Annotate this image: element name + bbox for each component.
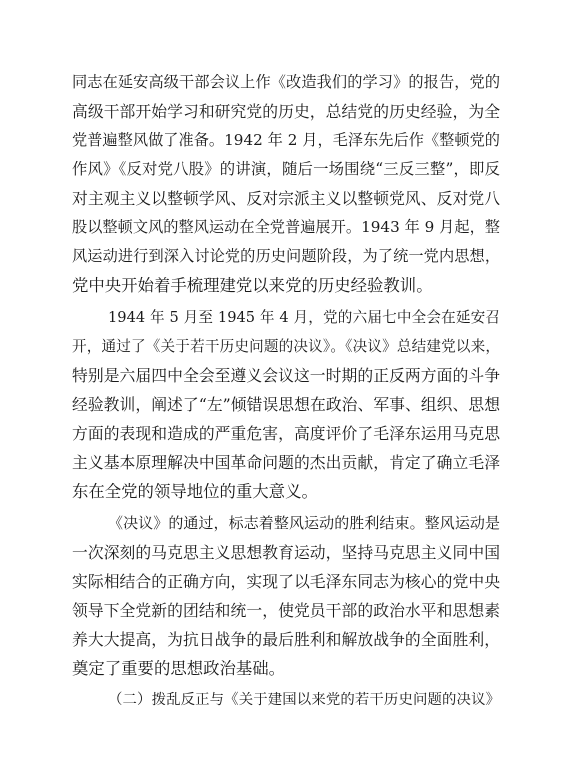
text-line: 领导下全党新的团结和统一，使党员干部的政治水平和思想素 xyxy=(72,601,500,620)
text-line: 作风》《反对党八股》的讲演，随后一场围绕“三反三整”，即反 xyxy=(72,160,500,178)
paragraph-2 xyxy=(72,303,500,506)
text-line: 对主观主义以整顿学风、反对宗派主义以整顿党风、反对党八 xyxy=(72,189,500,208)
document-page xyxy=(72,68,500,715)
text-line: 实际相结合的正确方向，实现了以毛泽东同志为核心的党中央 xyxy=(72,572,500,591)
text-line: 《决议》的通过，标志着整风运动的胜利结束。整风运动是 xyxy=(108,514,500,532)
text-line: 一次深刻的马克思主义思想教育运动，坚持马克思主义同中国 xyxy=(72,543,500,562)
text-line: 经验教训，阐述了“左”倾错误思想在政治、军事、组织、思想 xyxy=(72,395,500,414)
text-line: 股以整顿文风的整风运动在全党普遍展开。1943 年 9 月起，整 xyxy=(72,218,500,236)
text-line: 开，通过了《关于若干历史问题的决议》。《决议》总结建党以来， xyxy=(72,338,500,355)
text-line: 高级干部开始学习和研究党的历史，总结党的历史经验，为全 xyxy=(72,102,500,121)
text-line: 主义基本原理解决中国革命问题的杰出贡献，肯定了确立毛泽 xyxy=(72,453,500,472)
text-line: 奠定了重要的思想政治基础。 xyxy=(72,659,286,678)
text-line: 养大大提高，为抗日战争的最后胜利和解放战争的全面胜利， xyxy=(72,630,500,649)
text-line: 风运动进行到深入讨论党的历史问题阶段，为了统一党内思想， xyxy=(72,247,500,265)
text-line: 方面的表现和造成的严重危害，高度评价了毛泽东运用马克思 xyxy=(72,424,500,443)
text-line: 党普遍整风做了准备。1942 年 2 月，毛泽东先后作《整顿党的 xyxy=(72,131,500,149)
paragraph-3 xyxy=(72,509,500,683)
text-line: 同志在延安高级干部会议上作《改造我们的学习》的报告，党的 xyxy=(72,73,500,91)
paragraph-1 xyxy=(72,68,500,300)
text-line: 特别是六届四中全会至遵义会议这一时期的正反两方面的斗争 xyxy=(72,366,500,385)
text-line: 东在全党的领导地位的重大意义。 xyxy=(72,482,318,501)
text-line: 1944 年 5 月至 1945 年 4 月，党的六届七中全会在延安召 xyxy=(108,309,500,326)
section-heading: （二）拨乱反正与《关于建国以来党的若干历史问题的决议》 xyxy=(108,692,500,708)
text-line: 党中央开始着手梳理建党以来党的历史经验教训。 xyxy=(72,276,433,295)
